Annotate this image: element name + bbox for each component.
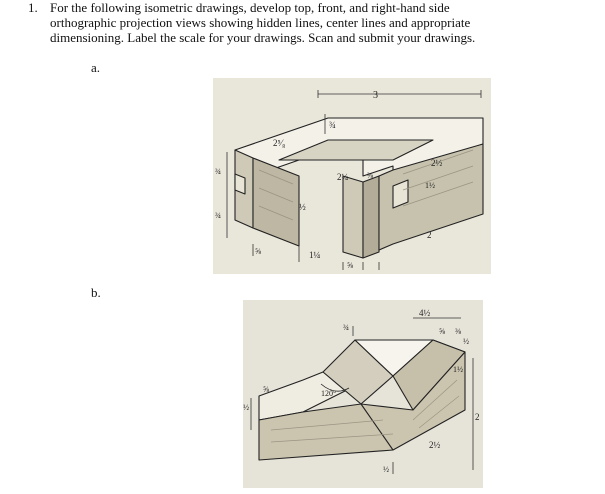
question-block xyxy=(28,0,598,45)
dim-b-depth: 2½ xyxy=(429,440,441,450)
dim-a-height: 2 xyxy=(427,230,432,240)
dim-a-notch: ⅜ xyxy=(367,171,373,180)
dim-b-left-height: ½ xyxy=(243,403,249,412)
dim-a-inner: 2¼ xyxy=(337,172,349,182)
dim-b-top-right-1: ⅝ xyxy=(439,327,445,336)
dim-b-bottom: ½ xyxy=(383,465,389,474)
dim-b-right-top: ½ xyxy=(463,337,469,346)
dim-a-right: 2½ xyxy=(431,158,443,168)
isometric-drawing-a xyxy=(213,78,491,274)
dim-a-left-foot: ⅝ xyxy=(255,247,261,256)
question-text-line-3: dimensioning. Label the scale for your drawings. Scan and submit your drawings. xyxy=(50,30,476,45)
dim-a-pillar: ⅝ xyxy=(347,261,353,270)
question-number: 1. xyxy=(28,0,38,15)
dim-b-top-right-2: ⅜ xyxy=(455,327,461,336)
dim-b-right-mid: 1½ xyxy=(453,365,463,374)
drawing-a-svg xyxy=(213,78,491,274)
question-text-line-2: orthographic projection views showing hidden lines, center lines and appropriate xyxy=(50,15,471,30)
dim-a-bottom: 1¼ xyxy=(309,250,321,260)
dim-a-wall: ¾ xyxy=(329,120,336,130)
part-b-label: b. xyxy=(91,285,101,300)
dim-a-left-height: ¾ xyxy=(215,211,221,220)
dim-a-depth: 2⁵⁄₈ xyxy=(273,138,286,148)
dim-b-angle: 120° xyxy=(321,389,337,398)
dim-b-top-left: ¾ xyxy=(343,323,349,332)
dim-b-top-width: 4½ xyxy=(419,308,431,318)
dim-a-top-width: 3 xyxy=(373,90,378,101)
question-text-line-1: For the following isometric drawings, develop top, front, and right-hand side xyxy=(50,0,450,15)
dim-a-half: ½ xyxy=(299,202,306,212)
dim-b-left-step: ⅝ xyxy=(263,385,269,394)
dim-b-height: 2 xyxy=(475,412,480,422)
dim-a-left-notch: ¾ xyxy=(215,167,221,176)
isometric-drawing-b xyxy=(243,300,483,488)
part-a-label: a. xyxy=(91,60,101,75)
drawing-b-svg xyxy=(243,300,483,488)
dim-a-mid: 1½ xyxy=(425,181,435,190)
